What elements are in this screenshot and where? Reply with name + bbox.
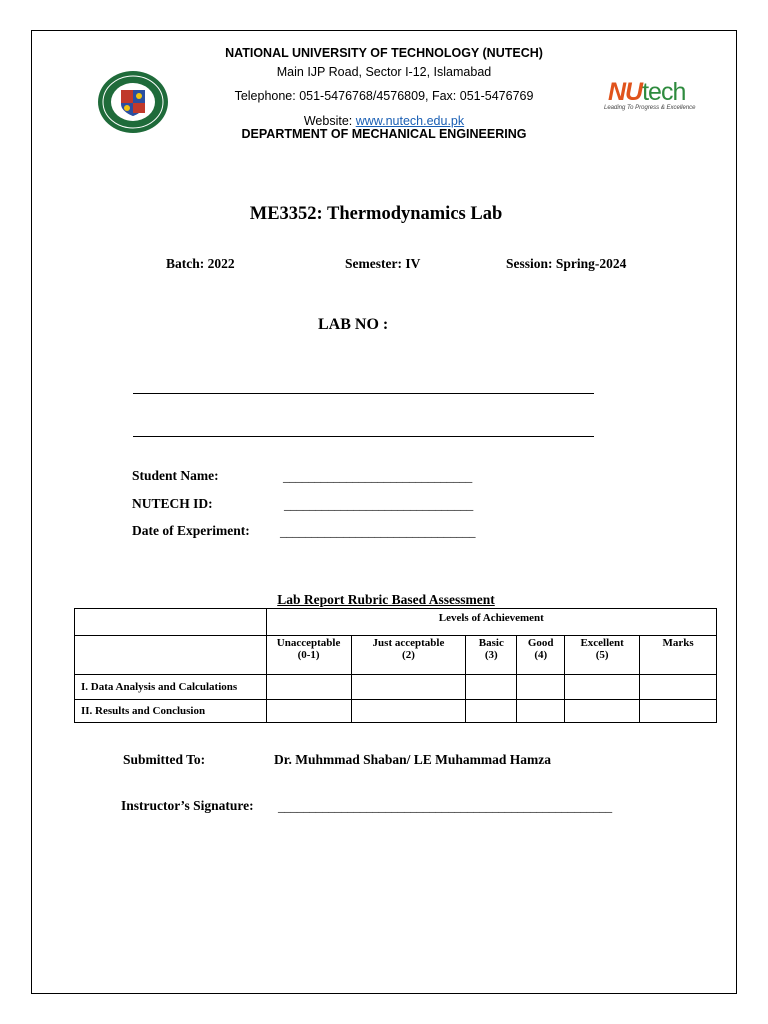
- website-link[interactable]: www.nutech.edu.pk: [355, 114, 465, 128]
- column-basic: [466, 636, 517, 675]
- nutech-logo: [604, 78, 724, 118]
- instructor-signature-field[interactable]: _____________________________________________________: [278, 799, 612, 814]
- date-of-experiment-label: Date of Experiment:: [132, 523, 250, 538]
- date-of-experiment-field[interactable]: _______________________________: [280, 524, 476, 539]
- column-label: Basic: [478, 637, 504, 649]
- column-label: Excellent: [580, 637, 624, 649]
- nutech-id-label: NUTECH ID:: [132, 496, 213, 511]
- score-cell[interactable]: [466, 700, 517, 723]
- column-label: Good: [527, 637, 554, 649]
- column-label: Unacceptable: [276, 637, 341, 649]
- nutech-id-field[interactable]: ______________________________: [284, 497, 474, 512]
- submitted-to-value: Dr. Muhmmad Shaban/ LE Muhammad Hamza: [274, 752, 552, 767]
- rubric-header-row: [75, 609, 717, 636]
- score-cell[interactable]: [565, 700, 640, 723]
- batch-text: Batch: 2022: [166, 256, 235, 271]
- levels-heading: Levels of Achievement: [266, 609, 716, 636]
- rubric-table: [74, 608, 717, 723]
- column-range: (2): [402, 649, 415, 661]
- score-cell[interactable]: [517, 700, 565, 723]
- column-marks: [640, 636, 717, 675]
- university-address: Main IJP Road, Sector I-12, Islamabad: [276, 65, 492, 79]
- website-label: Website:: [303, 114, 356, 128]
- score-cell[interactable]: [565, 675, 640, 700]
- column-unacceptable: [266, 636, 351, 675]
- column-just-acceptable: [351, 636, 466, 675]
- rubric-column-row: [75, 636, 717, 675]
- semester-text: Semester: IV: [345, 256, 421, 271]
- score-cell[interactable]: [351, 675, 466, 700]
- rubric-corner-cell: [75, 609, 267, 636]
- submitted-to-label: Submitted To:: [123, 752, 206, 767]
- logo-tagline: Leading To Progress & Excellence: [604, 105, 696, 111]
- student-name-label: Student Name:: [132, 468, 219, 483]
- logo-nu-text: NU: [608, 78, 643, 106]
- marks-cell[interactable]: [640, 700, 717, 723]
- table-row: [75, 700, 717, 723]
- rubric-title: Lab Report Rubric Based Assessment: [277, 592, 495, 607]
- score-cell[interactable]: [466, 675, 517, 700]
- logo-tech-text: tech: [642, 78, 686, 106]
- department-name: DEPARTMENT OF MECHANICAL ENGINEERING: [241, 127, 527, 141]
- student-name-field[interactable]: ______________________________: [283, 469, 473, 484]
- column-range: (3): [484, 649, 498, 661]
- score-cell[interactable]: [266, 700, 351, 723]
- column-label: Just acceptable: [372, 637, 445, 649]
- column-label: Marks: [662, 637, 694, 649]
- score-cell[interactable]: [351, 700, 466, 723]
- column-range: (0-1): [297, 649, 320, 661]
- university-name: NATIONAL UNIVERSITY OF TECHNOLOGY (NUTECH): [225, 46, 543, 60]
- column-range: (5): [595, 649, 609, 661]
- column-good: [517, 636, 565, 675]
- column-excellent: [565, 636, 640, 675]
- rubric-row-label: II. Results and Conclusion: [75, 700, 267, 723]
- lab-number-label: LAB NO :: [318, 316, 389, 333]
- column-range: (4): [534, 649, 548, 661]
- experiment-title-line-2[interactable]: [133, 436, 594, 437]
- university-telephone: Telephone: 051-5476768/4576809, Fax: 051-5476769: [234, 89, 534, 103]
- table-row: [75, 675, 717, 700]
- experiment-title-line-1[interactable]: [133, 393, 594, 394]
- rubric-row-label: I. Data Analysis and Calculations: [75, 675, 267, 700]
- course-title: ME3352: Thermodynamics Lab: [249, 204, 503, 224]
- marks-cell[interactable]: [640, 675, 717, 700]
- score-cell[interactable]: [517, 675, 565, 700]
- rubric-blank-cell: [75, 636, 267, 675]
- score-cell[interactable]: [266, 675, 351, 700]
- session-text: Session: Spring-2024: [506, 256, 627, 271]
- instructor-signature-label: Instructor’s Signature:: [121, 798, 254, 813]
